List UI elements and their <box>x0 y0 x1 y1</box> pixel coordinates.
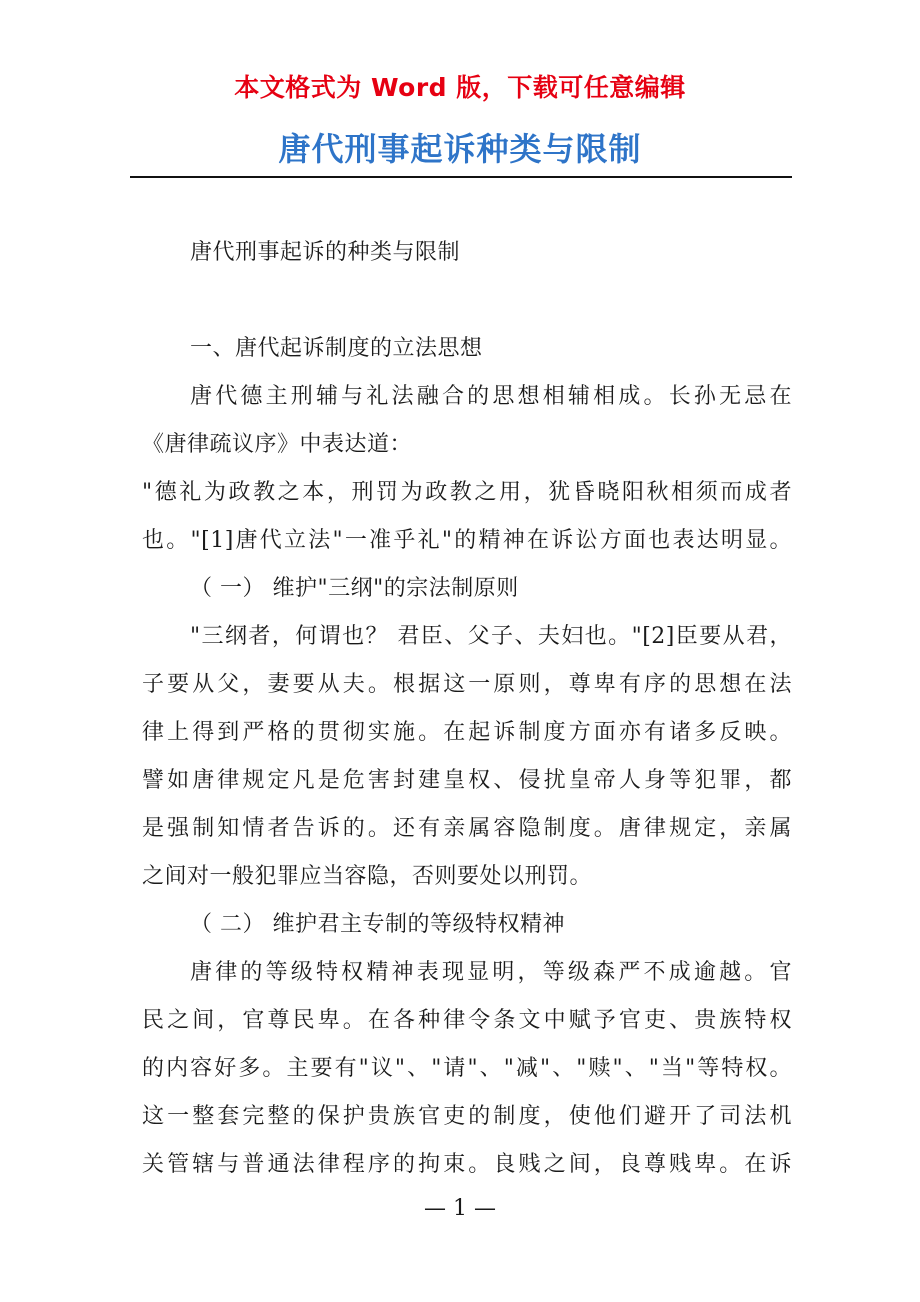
document-title: 唐代刑事起诉种类与限制 <box>278 130 642 168</box>
paragraph-line: 之间对一般犯罪应当容隐，否则要处以刑罚。 <box>142 864 593 889</box>
paragraph-line: 子要从父，妻要从夫。根据这一原则，尊卑有序的思想在法 <box>142 672 792 697</box>
section-heading: 一、唐代起诉制度的立法思想 <box>190 336 483 361</box>
paragraph-line: 这一整套完整的保护贵族官吏的制度，使他们避开了司法机 <box>142 1104 792 1129</box>
title-divider <box>130 176 792 178</box>
paragraph-line: "三纲者，何谓也？ 君臣、父子、夫妇也。"[2]臣要从君， <box>190 624 792 649</box>
subsection-heading: （ 二） 维护君主专制的等级特权精神 <box>190 912 565 937</box>
paragraph-line: 唐代德主刑辅与礼法融合的思想相辅相成。长孙无忌在 <box>190 384 792 409</box>
subsection-heading: （ 一） 维护"三纲"的宗法制原则 <box>190 576 519 601</box>
paragraph-line: "德礼为政教之本，刑罚为政教之用，犹昏晓阳秋相须而成者 <box>142 480 792 505</box>
paragraph-line: 律上得到严格的贯彻实施。在起诉制度方面亦有诸多反映。 <box>142 720 792 745</box>
paragraph-line: 关管辖与普通法律程序的拘束。良贱之间，良尊贱卑。在诉 <box>142 1152 792 1177</box>
page-number: — 1 — <box>424 1196 496 1221</box>
paragraph-line: 譬如唐律规定凡是危害封建皇权、侵扰皇帝人身等犯罪，都 <box>142 768 792 793</box>
paragraph-line: 的内容好多。主要有"议"、"请"、"减"、"赎"、"当"等特权。 <box>142 1056 792 1081</box>
paragraph-line: 也。"[1]唐代立法"一准乎礼"的精神在诉讼方面也表达明显。 <box>142 528 792 553</box>
paragraph-line: 唐律的等级特权精神表现显明，等级森严不成逾越。官 <box>190 960 792 985</box>
paragraph-line: 《唐律疏议序》中表达道： <box>142 432 413 457</box>
paragraph-line: 是强制知情者告诉的。还有亲属容隐制度。唐律规定，亲属 <box>142 816 792 841</box>
paragraph-line: 民之间，官尊民卑。在各种律令条文中赋予官吏、贵族特权 <box>142 1008 792 1033</box>
download-banner: 本文格式为 Word 版，下载可任意编辑 <box>234 73 686 102</box>
subtitle-line: 唐代刑事起诉的种类与限制 <box>190 240 461 265</box>
